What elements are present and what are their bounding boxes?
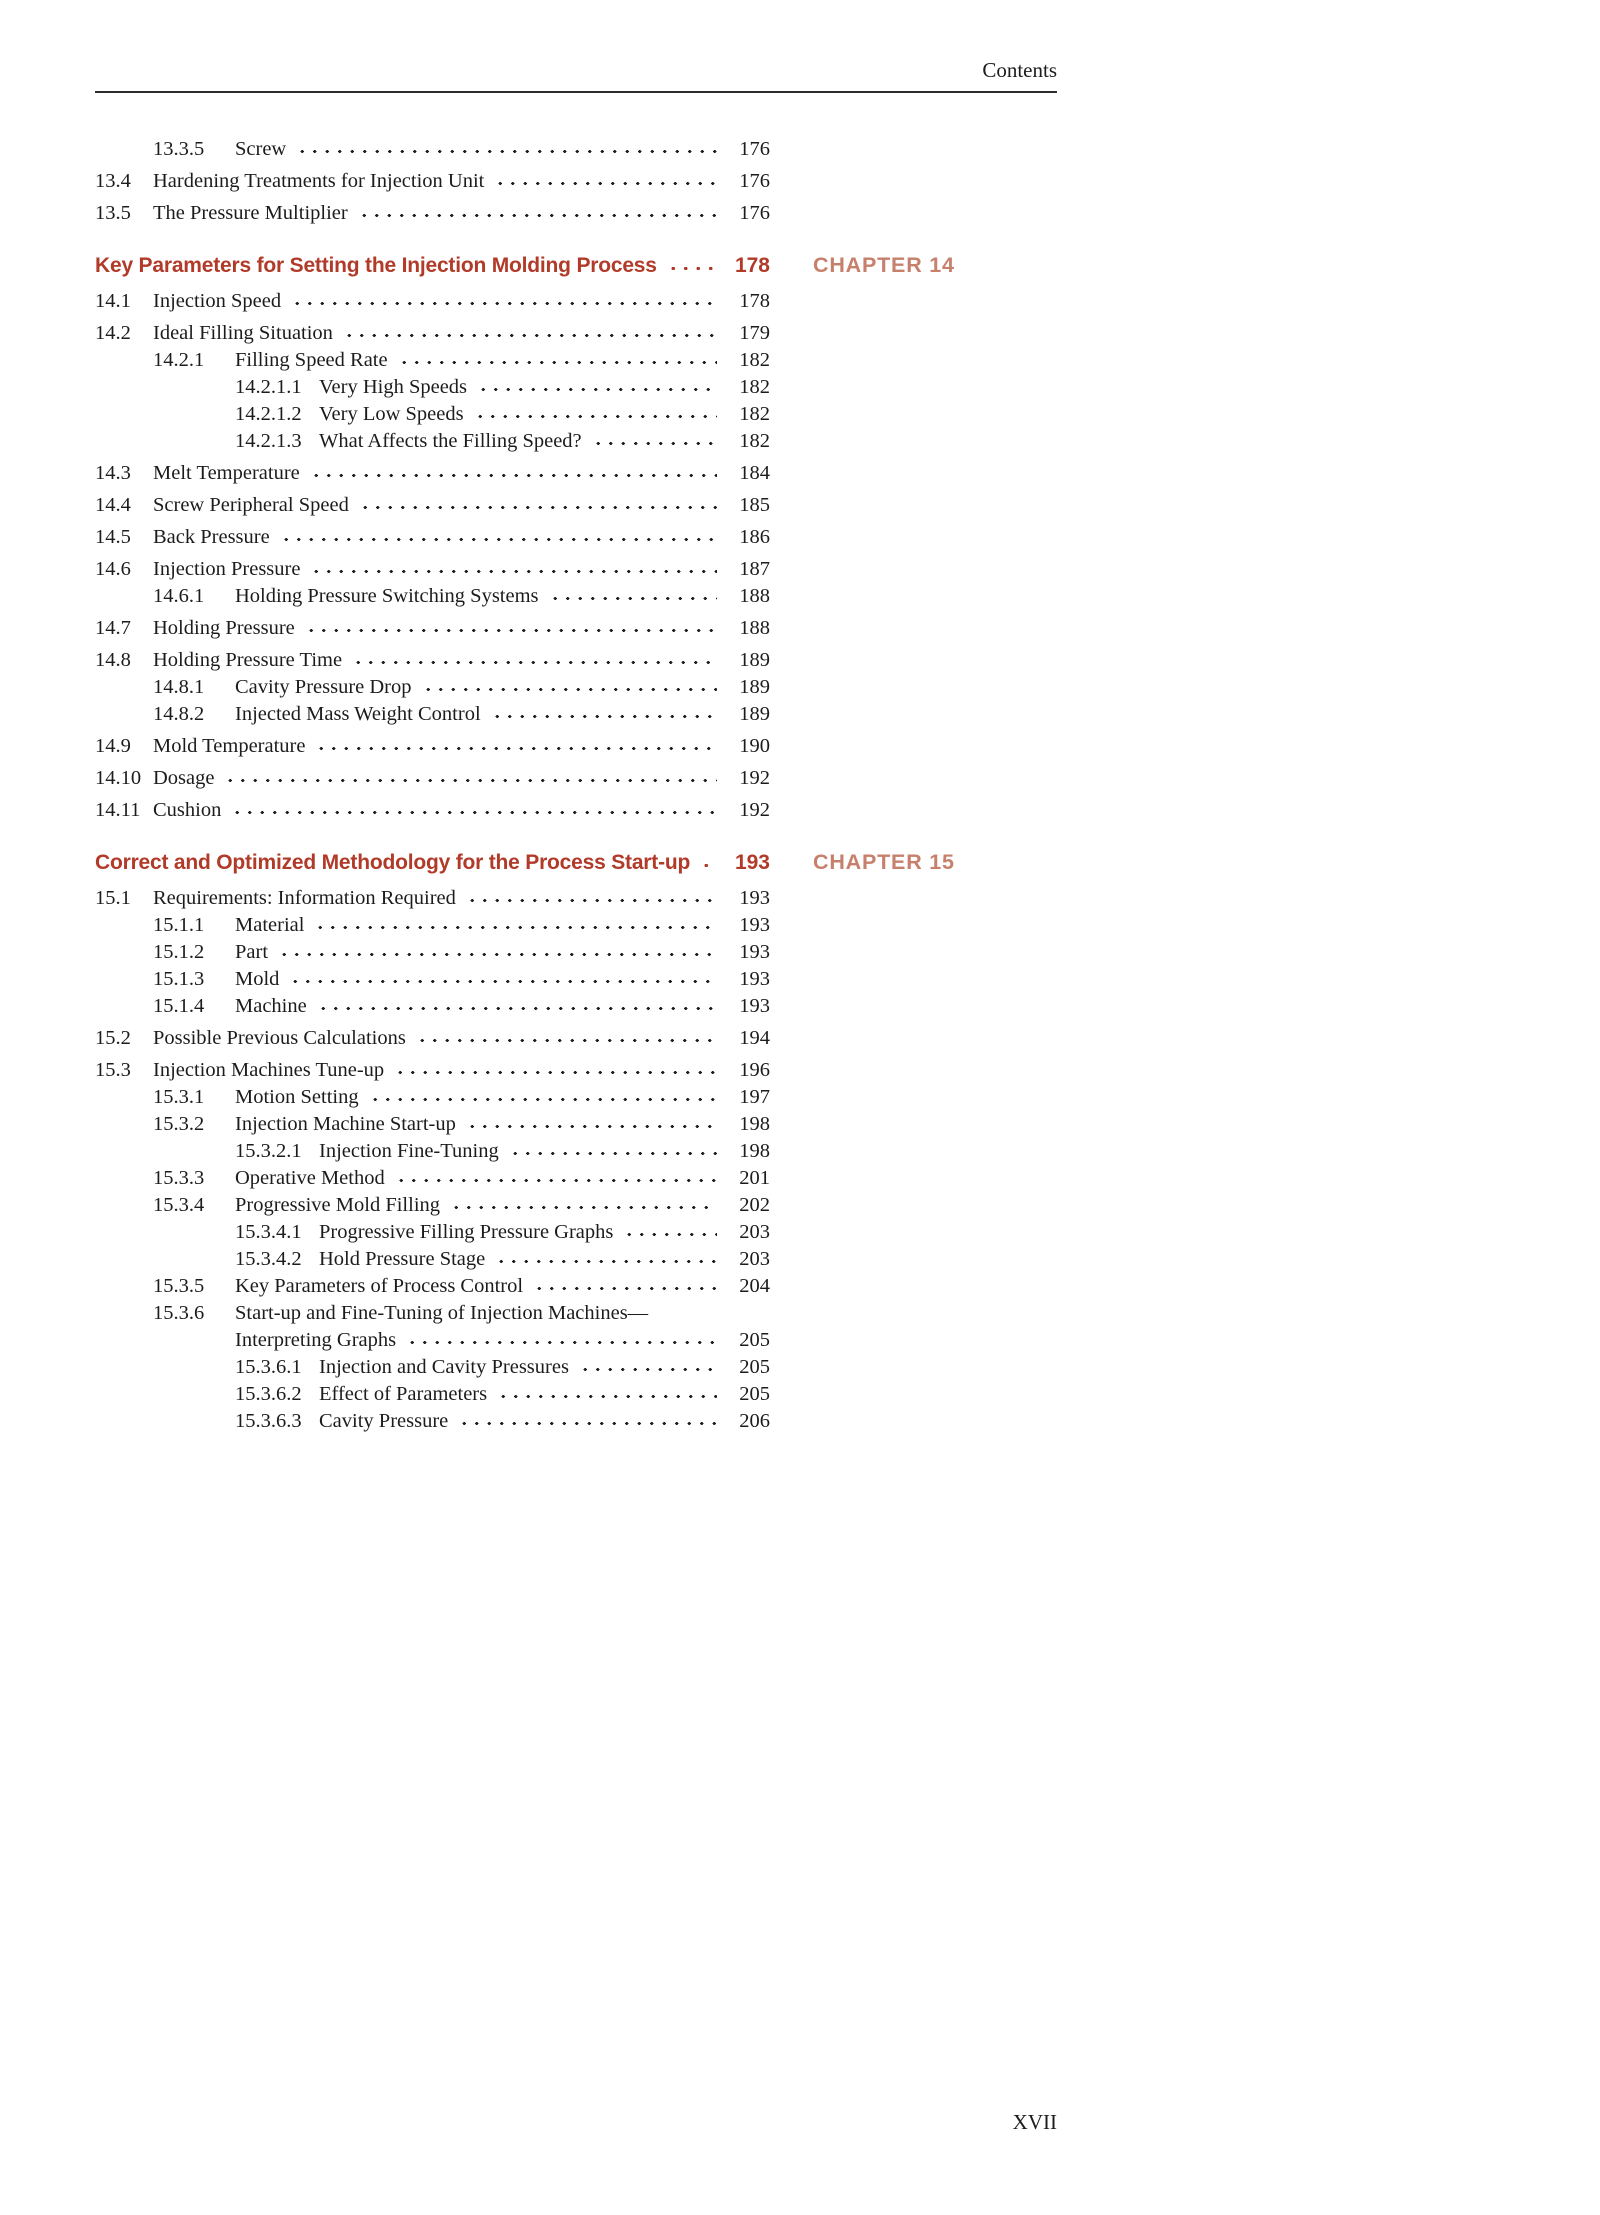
toc-entry-page: 188 bbox=[739, 617, 770, 639]
toc-entry-number: 15.1 bbox=[95, 887, 131, 909]
dot-leader bbox=[396, 352, 717, 366]
toc-entry bbox=[95, 524, 1057, 551]
dot-leader bbox=[493, 1251, 717, 1265]
toc-entry-title: Operative Method bbox=[235, 1167, 385, 1189]
dot-leader bbox=[303, 620, 717, 634]
toc-entry bbox=[95, 765, 1057, 792]
dot-leader bbox=[404, 1332, 717, 1346]
toc-entry-main bbox=[95, 701, 770, 728]
toc-entry-title: Possible Previous Calculations bbox=[153, 1027, 406, 1049]
page-footer-number: XVII bbox=[1012, 2110, 1057, 2134]
toc-entry-page: 196 bbox=[739, 1059, 770, 1081]
dot-leader bbox=[414, 1030, 717, 1044]
toc-entry bbox=[95, 1057, 1057, 1084]
toc-entry-number: 14.2 bbox=[95, 322, 131, 344]
toc-entry-title: Material bbox=[235, 914, 305, 936]
toc-entry-main bbox=[95, 320, 770, 347]
dot-leader bbox=[392, 1062, 717, 1076]
toc-entry-main bbox=[95, 1300, 770, 1327]
dot-leader bbox=[367, 1089, 717, 1103]
toc-entry-number: 15.3.6 bbox=[153, 1302, 205, 1324]
dot-leader bbox=[341, 325, 717, 339]
toc-entry-title: Injection Pressure bbox=[153, 558, 301, 580]
toc-entry-number: 14.3 bbox=[95, 462, 131, 484]
toc-entry-main bbox=[95, 1192, 770, 1219]
chapter-heading-main bbox=[95, 249, 770, 283]
toc-entry-page: 182 bbox=[739, 403, 770, 425]
toc-entry-number: 15.3.2.1 bbox=[235, 1140, 302, 1162]
toc-entry-number: 13.5 bbox=[95, 202, 131, 224]
toc-entry-number: 14.6.1 bbox=[153, 585, 205, 607]
chapter-page-number: 178 bbox=[734, 254, 770, 277]
toc-entry-title: Screw bbox=[235, 138, 287, 160]
dot-leader bbox=[472, 406, 717, 420]
dot-leader bbox=[229, 802, 717, 816]
toc-entry bbox=[95, 136, 1057, 163]
toc-entry-main bbox=[95, 460, 770, 487]
toc-entry-main bbox=[95, 1138, 770, 1165]
toc-entry bbox=[95, 701, 1057, 728]
dot-leader bbox=[276, 944, 717, 958]
toc-entry-main bbox=[95, 912, 770, 939]
toc-entry-number: 14.10 bbox=[95, 767, 142, 789]
toc-entry-title: Injection Speed bbox=[153, 290, 282, 312]
toc-entry-title: Hold Pressure Stage bbox=[319, 1248, 486, 1270]
chapter-heading-main bbox=[95, 846, 770, 880]
toc-entry-page: 194 bbox=[739, 1027, 770, 1049]
toc-entry-number: 14.2.1.2 bbox=[235, 403, 302, 425]
toc-entry-main bbox=[95, 765, 770, 792]
toc-entry-main bbox=[95, 939, 770, 966]
dot-leader bbox=[312, 917, 717, 931]
dot-leader bbox=[495, 1386, 717, 1400]
toc-entry-title: Injection Machine Start-up bbox=[235, 1113, 456, 1135]
toc-entry-title: Interpreting Graphs bbox=[235, 1329, 397, 1351]
dot-leader bbox=[289, 293, 717, 307]
toc-entry-main bbox=[95, 428, 770, 455]
toc-entry-page: 176 bbox=[739, 202, 770, 224]
toc-entry-page: 201 bbox=[739, 1167, 770, 1189]
toc-entry-page: 189 bbox=[739, 703, 770, 725]
toc-entry-main bbox=[95, 1246, 770, 1273]
toc-entry-title: Machine bbox=[235, 995, 307, 1017]
toc-entry-main bbox=[95, 1408, 770, 1435]
toc-entry-page: 184 bbox=[739, 462, 770, 484]
dot-leader bbox=[464, 1116, 717, 1130]
chapter-tag: CHAPTER 15 bbox=[813, 850, 955, 874]
toc-entry-main bbox=[95, 733, 770, 760]
toc-entry-number: 15.3.1 bbox=[153, 1086, 205, 1108]
toc-entry-page: 192 bbox=[739, 799, 770, 821]
toc-entry bbox=[95, 1111, 1057, 1138]
dot-leader bbox=[420, 679, 717, 693]
toc-entry-main bbox=[95, 1273, 770, 1300]
toc-entry bbox=[95, 1192, 1057, 1219]
toc-entry-page: 176 bbox=[739, 170, 770, 192]
toc-entry-number: 14.5 bbox=[95, 526, 131, 548]
toc-entry-page: 203 bbox=[739, 1221, 770, 1243]
toc-entry bbox=[95, 492, 1057, 519]
toc-entry-number: 14.8.2 bbox=[153, 703, 205, 725]
toc-entry-title: Screw Peripheral Speed bbox=[153, 494, 349, 516]
toc-rows bbox=[95, 136, 1057, 1435]
toc-entry-number: 15.3.4.2 bbox=[235, 1248, 302, 1270]
toc-entry-title: Key Parameters of Process Control bbox=[235, 1275, 524, 1297]
dot-leader bbox=[621, 1224, 717, 1238]
toc-entry-title: Hardening Treatments for Injection Unit bbox=[153, 170, 485, 192]
toc-entry-number: 15.1.2 bbox=[153, 941, 205, 963]
dot-leader bbox=[698, 855, 717, 869]
toc-entry-main bbox=[95, 1165, 770, 1192]
toc-entry-number: 14.2.1.3 bbox=[235, 430, 302, 452]
dot-leader bbox=[475, 379, 717, 393]
toc-entry-page: 186 bbox=[739, 526, 770, 548]
dot-leader bbox=[492, 173, 717, 187]
toc-entry-number: 13.4 bbox=[95, 170, 131, 192]
dot-leader bbox=[590, 433, 717, 447]
toc-entry-page: 204 bbox=[739, 1275, 770, 1297]
toc-entry-page: 202 bbox=[739, 1194, 770, 1216]
toc-entry bbox=[95, 168, 1057, 195]
toc-entry-page: 203 bbox=[739, 1248, 770, 1270]
toc-entry bbox=[95, 885, 1057, 912]
toc-entry-title: Holding Pressure Time bbox=[153, 649, 343, 671]
toc-entry-main bbox=[95, 615, 770, 642]
toc-entry-title: Requirements: Information Required bbox=[153, 887, 456, 909]
toc-entry bbox=[95, 374, 1057, 401]
toc-entry bbox=[95, 1246, 1057, 1273]
toc-entry bbox=[95, 615, 1057, 642]
toc-entry-number: 14.8 bbox=[95, 649, 131, 671]
toc-entry bbox=[95, 556, 1057, 583]
toc-entry-number: 15.3.3 bbox=[153, 1167, 205, 1189]
toc-entry-main bbox=[95, 136, 770, 163]
dot-leader bbox=[222, 770, 717, 784]
toc-entry-title: Injection Fine-Tuning bbox=[319, 1140, 499, 1162]
toc-entry-main bbox=[95, 797, 770, 824]
toc-entry-main bbox=[95, 556, 770, 583]
page-header bbox=[95, 55, 1057, 85]
toc-entry-page: 179 bbox=[739, 322, 770, 344]
dot-leader bbox=[507, 1143, 717, 1157]
toc-entry-number: 15.3.4.1 bbox=[235, 1221, 302, 1243]
toc-entry-number: 13.3.5 bbox=[153, 138, 205, 160]
chapter-heading-row bbox=[95, 845, 1057, 880]
toc-entry-title: The Pressure Multiplier bbox=[153, 202, 348, 224]
toc-entry-title: Injected Mass Weight Control bbox=[235, 703, 481, 725]
toc-entry-title: Injection and Cavity Pressures bbox=[319, 1356, 569, 1378]
toc-entry-page: 193 bbox=[739, 887, 770, 909]
toc-entry-number: 15.3.6.3 bbox=[235, 1410, 302, 1432]
toc-entry-page: 193 bbox=[739, 941, 770, 963]
toc-entry-main bbox=[95, 1219, 770, 1246]
toc-entry-page: 188 bbox=[739, 585, 770, 607]
toc-entry-page: 182 bbox=[739, 349, 770, 371]
toc-entry bbox=[95, 647, 1057, 674]
toc-entry-title: Holding Pressure Switching Systems bbox=[235, 585, 539, 607]
toc-entry-page: 190 bbox=[739, 735, 770, 757]
toc-entry bbox=[95, 1138, 1057, 1165]
dot-leader bbox=[448, 1197, 717, 1211]
toc-entry bbox=[95, 1327, 1057, 1354]
toc-entry bbox=[95, 1354, 1057, 1381]
toc-entry bbox=[95, 797, 1057, 824]
page-content bbox=[95, 55, 1057, 1435]
toc-entry-title: Motion Setting bbox=[235, 1086, 359, 1108]
toc-entry bbox=[95, 401, 1057, 428]
toc-entry-main bbox=[95, 200, 770, 227]
toc-entry bbox=[95, 1165, 1057, 1192]
toc-entry-page: 182 bbox=[739, 430, 770, 452]
toc-entry-number: 15.3 bbox=[95, 1059, 131, 1081]
toc-entry-main bbox=[95, 288, 770, 315]
chapter-tag: CHAPTER 14 bbox=[813, 253, 955, 277]
toc-entry-page: 205 bbox=[739, 1383, 770, 1405]
toc-entry-main bbox=[95, 1327, 770, 1354]
dot-leader bbox=[665, 258, 717, 272]
toc-entry-title: Filling Speed Rate bbox=[235, 349, 388, 371]
dot-leader bbox=[308, 465, 717, 479]
chapter-heading-title: Key Parameters for Setting the Injection Molding Process bbox=[95, 254, 657, 277]
toc-entry-page: 176 bbox=[739, 138, 770, 160]
dot-leader bbox=[489, 706, 717, 720]
toc-entry-main bbox=[95, 674, 770, 701]
toc-entry-number: 15.1.1 bbox=[153, 914, 205, 936]
toc-entry bbox=[95, 200, 1057, 227]
toc-entry-main bbox=[95, 374, 770, 401]
toc-entry-main bbox=[95, 966, 770, 993]
toc-entry-number: 14.11 bbox=[95, 799, 141, 821]
dot-leader bbox=[315, 998, 717, 1012]
toc-entry-main bbox=[95, 1025, 770, 1052]
toc-entry-title: Start-up and Fine-Tuning of Injection Machines— bbox=[235, 1302, 649, 1324]
toc-entry-main bbox=[95, 492, 770, 519]
toc-entry-page: 206 bbox=[739, 1410, 770, 1432]
toc-entry-title: Cavity Pressure bbox=[319, 1410, 449, 1432]
toc-entry-main bbox=[95, 885, 770, 912]
chapter-page-number: 193 bbox=[734, 851, 770, 874]
dot-leader bbox=[577, 1359, 717, 1373]
dot-leader bbox=[294, 141, 717, 155]
toc-entry bbox=[95, 1025, 1057, 1052]
toc-entry-page: 193 bbox=[739, 995, 770, 1017]
toc-entry-page: 205 bbox=[739, 1356, 770, 1378]
toc-entry bbox=[95, 1273, 1057, 1300]
toc-entry-number: 15.3.5 bbox=[153, 1275, 205, 1297]
toc-entry-page: 198 bbox=[739, 1140, 770, 1162]
toc-entry-number: 14.4 bbox=[95, 494, 131, 516]
toc-entry-title: Progressive Filling Pressure Graphs bbox=[319, 1221, 614, 1243]
toc-entry-main bbox=[95, 401, 770, 428]
toc-entry-page: 205 bbox=[739, 1329, 770, 1351]
toc-entry bbox=[95, 939, 1057, 966]
toc-entry-title: Very High Speeds bbox=[319, 376, 468, 398]
toc-entry-title: Dosage bbox=[153, 767, 215, 789]
toc-entry-main bbox=[95, 168, 770, 195]
toc-entry bbox=[95, 288, 1057, 315]
toc-entry-page: 193 bbox=[739, 968, 770, 990]
dot-leader bbox=[287, 971, 717, 985]
toc-entry-title: Effect of Parameters bbox=[319, 1383, 488, 1405]
toc-entry-title: Mold bbox=[235, 968, 280, 990]
toc-entry-page: 189 bbox=[739, 649, 770, 671]
toc-entry-title: Part bbox=[235, 941, 269, 963]
toc-entry-number: 14.6 bbox=[95, 558, 131, 580]
toc-entry bbox=[95, 583, 1057, 610]
dot-leader bbox=[350, 652, 717, 666]
dot-leader bbox=[464, 890, 717, 904]
toc-entry-number: 14.2.1.1 bbox=[235, 376, 302, 398]
dot-leader bbox=[308, 561, 717, 575]
toc-entry-page: 197 bbox=[739, 1086, 770, 1108]
toc-entry-main bbox=[95, 524, 770, 551]
toc-entry bbox=[95, 1084, 1057, 1111]
toc-entry-page: 193 bbox=[739, 914, 770, 936]
toc-entry-page: 187 bbox=[739, 558, 770, 580]
dot-leader bbox=[393, 1170, 717, 1184]
toc-entry-title: Back Pressure bbox=[153, 526, 270, 548]
dot-leader bbox=[456, 1413, 717, 1427]
toc-entry-page: 192 bbox=[739, 767, 770, 789]
toc-entry bbox=[95, 1219, 1057, 1246]
toc-entry bbox=[95, 460, 1057, 487]
toc-entry-title: Progressive Mold Filling bbox=[235, 1194, 441, 1216]
toc-entry-title: Very Low Speeds bbox=[319, 403, 464, 425]
toc-entry-number: 15.1.3 bbox=[153, 968, 205, 990]
dot-leader bbox=[356, 205, 717, 219]
toc-entry-page: 189 bbox=[739, 676, 770, 698]
toc-entry-title: Injection Machines Tune-up bbox=[153, 1059, 385, 1081]
toc-entry-title: What Affects the Filling Speed? bbox=[319, 430, 582, 452]
toc-entry-number: 14.2.1 bbox=[153, 349, 205, 371]
toc-entry bbox=[95, 1408, 1057, 1435]
toc-entry-title: Ideal Filling Situation bbox=[153, 322, 333, 344]
toc-entry bbox=[95, 993, 1057, 1020]
toc-entry bbox=[95, 733, 1057, 760]
toc-entry bbox=[95, 347, 1057, 374]
toc-entry-number: 15.2 bbox=[95, 1027, 131, 1049]
toc-entry bbox=[95, 966, 1057, 993]
toc-entry-number: 15.1.4 bbox=[153, 995, 205, 1017]
dot-leader bbox=[547, 588, 717, 602]
toc-entry bbox=[95, 674, 1057, 701]
toc-entry-number: 14.8.1 bbox=[153, 676, 205, 698]
page-header-title: Contents bbox=[982, 58, 1057, 82]
toc-entry-page: 178 bbox=[739, 290, 770, 312]
toc-entry-number: 15.3.2 bbox=[153, 1113, 205, 1135]
toc-entry-main bbox=[95, 1381, 770, 1408]
toc-entry bbox=[95, 320, 1057, 347]
toc-entry-number: 15.3.6.2 bbox=[235, 1383, 302, 1405]
toc-entry-number: 14.9 bbox=[95, 735, 131, 757]
toc-entry-main bbox=[95, 583, 770, 610]
toc-entry-number: 14.1 bbox=[95, 290, 131, 312]
header-divider bbox=[95, 91, 1057, 93]
toc-entry bbox=[95, 1381, 1057, 1408]
toc-entry-title: Cushion bbox=[153, 799, 222, 821]
toc-entry-main bbox=[95, 1111, 770, 1138]
toc-entry-number: 15.3.6.1 bbox=[235, 1356, 302, 1378]
toc-entry-title: Holding Pressure bbox=[153, 617, 295, 639]
toc-entry bbox=[95, 912, 1057, 939]
dot-leader bbox=[531, 1278, 717, 1292]
toc-entry-main bbox=[95, 347, 770, 374]
toc-entry-main bbox=[95, 1354, 770, 1381]
chapter-heading-row bbox=[95, 248, 1057, 283]
dot-leader bbox=[278, 529, 717, 543]
chapter-heading-title: Correct and Optimized Methodology for the Process Start-up bbox=[95, 851, 691, 874]
toc-entry-title: Cavity Pressure Drop bbox=[235, 676, 412, 698]
toc-entry-number: 15.3.4 bbox=[153, 1194, 205, 1216]
toc-entry bbox=[95, 428, 1057, 455]
toc-entry-page: 185 bbox=[739, 494, 770, 516]
toc-entry-title: Melt Temperature bbox=[153, 462, 300, 484]
toc-entry-main bbox=[95, 1057, 770, 1084]
toc-entry-page: 198 bbox=[739, 1113, 770, 1135]
toc-entry bbox=[95, 1300, 1057, 1327]
toc-entry-main bbox=[95, 993, 770, 1020]
dot-leader bbox=[313, 738, 717, 752]
dot-leader bbox=[357, 497, 717, 511]
toc-entry-page: 182 bbox=[739, 376, 770, 398]
toc-entry-title: Mold Temperature bbox=[153, 735, 306, 757]
toc-entry-number: 14.7 bbox=[95, 617, 131, 639]
toc-entry-main bbox=[95, 647, 770, 674]
toc-entry-main bbox=[95, 1084, 770, 1111]
